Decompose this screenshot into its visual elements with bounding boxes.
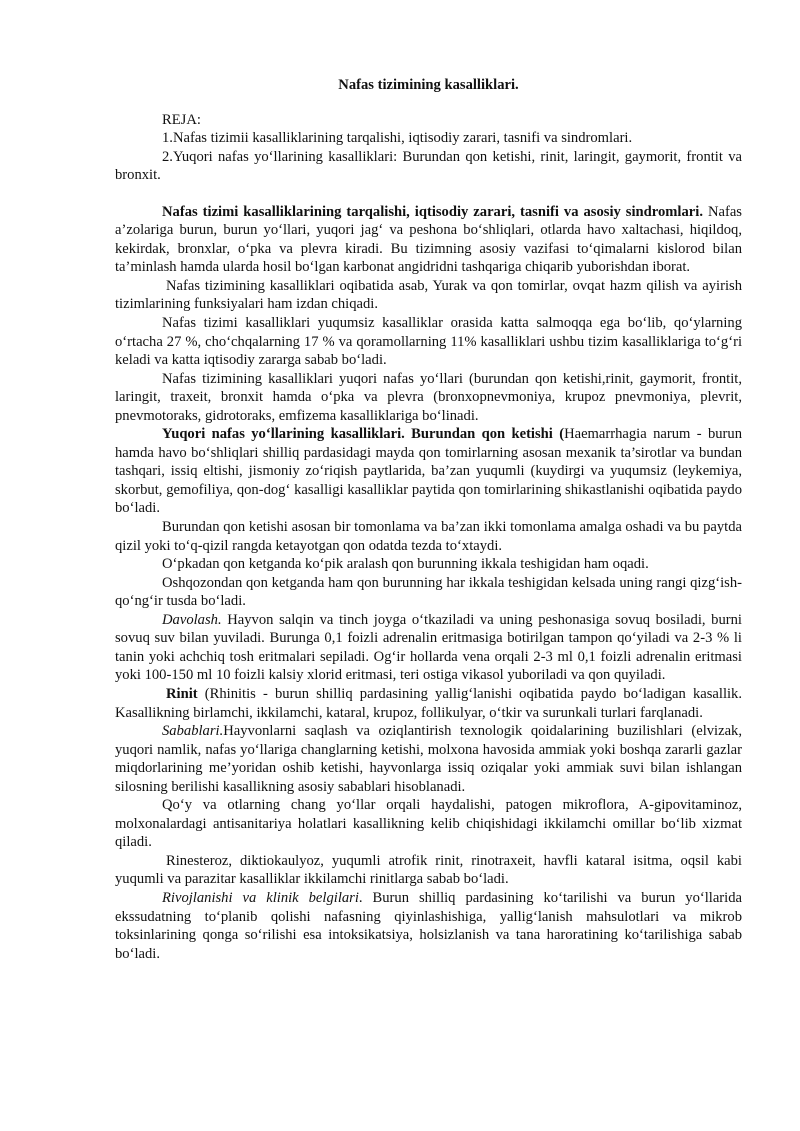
paragraph: Rinesteroz, diktiokaulyoz, yuqumli atrofik rinit, rinotraxeit, havfli kataral isitma, oqsil kabi yuqumli va parazitar kasalliklar ikkilamchi rinitlarga sabab bo‘ladi. — [115, 852, 742, 888]
section-heading: Rinit — [166, 685, 198, 702]
document-title: Nafas tizimining kasalliklari. — [338, 77, 519, 93]
paragraph-text: Hayvonlarni saqlash va oziqlantirish texnologik qoidalarining buzilishlari (elvizak, yuqori namlik, nafas yo‘llariga changlarning ketishi, molxona havosida ammiak yoki boshqa zararli gazlar miqdorlarining me’yoridan oshib ketishi, hayvonlarga issiq oziqalar yoki ammiak suvi bilan ishlangan silosning berilishi kasallikning asosiy sabablari hisoblanadi. — [115, 723, 742, 795]
paragraph — [115, 722, 742, 796]
spacer — [115, 185, 742, 203]
subsection-heading: Rivojlanishi va klinik belgilari — [162, 889, 359, 906]
paragraph — [115, 685, 742, 722]
paragraph — [115, 425, 742, 518]
paragraph: Nafas tizimi kasalliklari yuqumsiz kasalliklar orasida katta salmoqqa ega bo‘lib, qo‘ylarning o‘rtacha 27 %, cho‘chqalarning 17 % va qoramollarning 11% kasalliklari ushbu tizim kasalliklariga to‘g‘ri keladi va katta iqtisodiy zararga sabab bo‘ladi. — [115, 315, 742, 369]
section-heading: Yuqori nafas yo‘llarining kasalliklari. Burundan qon ketishi ( — [162, 426, 565, 443]
paragraph-text: . Burun shilliq pardasining ko‘tarilishi va burun yo‘llarida ekssudatning to‘planib qolishi nafasning qiyinlashishiga, yallig‘lanish mahsulotlari va mikrob toksinlarining qonga so‘rilishi esa intoksikatsiya, holsizlanish va tana haroratining ko‘tarilishiga sabab bo‘ladi. — [115, 889, 743, 962]
paragraph: Burundan qon ketishi asosan bir tomonlama va ba’zan ikki tomonlama amalga oshadi va bu paytda qizil yoki to‘q-qizil rangda ketayotgan qon odatda tezda to‘xtaydi. — [115, 519, 742, 554]
paragraph-text: (Rhinitis - burun shilliq pardasining yallig‘lanishi oqibatida paydo bo‘ladigan kasallik. Kasallikning birlamchi, ikkilamchi, kataral, krupoz, follikulyar, o‘tkir va surunkali turlari farqlanadi. — [115, 685, 742, 721]
paragraph: Oshqozondan qon ketganda ham qon burunning har ikkala teshigidan kelsada uning rangi qizg‘ish-qo‘ng‘ir tusda bo‘ladi. — [115, 574, 742, 610]
paragraph — [115, 889, 742, 963]
subsection-heading: Sabablari. — [162, 723, 224, 740]
paragraph-text: Hayvon salqin va tinch joyga o‘tkaziladi va uning peshonasiga sovuq bosiladi, burni sovuq suv bilan yuviladi. Burunga 0,1 foizli adrenalin eritmasiga botirilgan tampon qo‘yiladi va 2-3 % li tanin yoki achchiq tosh eritmalari sepiladi. Og‘ir hollarda vena orqali 2-3 ml 0,1 foizli adrenalin eritmasi yoki 100-150 ml 10 foizli kalsiy xlorid eritmasi, teri ostiga vikasol yuboriladi va qon quyiladi. — [115, 611, 742, 684]
paragraph-text: Haemarrhagia narum - burun hamda havo bo‘shliqlari shilliq pardasidagi mayda qon tomirlarning asosan mexanik ta’sirotlar va bundan tashqari, issiq eltishi, jismoniy zo‘riqish paytlarida, ba’zan yuqumli (kuydirgi va yuqumsiz (leykemiya, skorbut, gemofiliya, qon-dog‘ kasalligi kasalliklar paytida qon tomirlarining shikastlanishi oqibatida paydo bo‘ladi. — [115, 426, 742, 517]
paragraph-text: Nafas a’zolariga burun, burun yo‘llari, yuqori jag‘ va peshona bo‘shliqlari, otlarda havo xaltachasi, hiqildoq, kekirdak, bronxlar, o‘pka va plevra kiradi. Bu tizimning asosiy vazifasi to‘qimalarni kislorod bilan ta’minlash hamda ularda hosil bo‘lgan karbonat angidridni tashqariga chiqarib yuborishdan iborat. — [115, 203, 742, 276]
paragraph: Nafas tizimining kasalliklari yuqori nafas yo‘llari (burundan qon ketishi,rinit, gaymorit, frontit, laringit, traxeit, bronxit hamda o‘pka va plevra (bronxopnevmoniya, krupoz pnevmoniya, plevrit, pnevmotoraks, gidrotoraks, emfizema kasalliklariga bo‘linadi. — [115, 370, 742, 424]
plan-heading: REJA: — [162, 111, 201, 128]
paragraph — [115, 203, 742, 277]
paragraph: O‘pkadan qon ketganda ko‘pik aralash qon burunning ikkala teshigidan ham oqadi. — [162, 556, 649, 573]
plan-item: 2.Yuqori nafas yo‘llarining kasalliklari: Burundan qon ketishi, rinit, laringit, gaymorit, frontit va bronxit. — [115, 148, 742, 184]
paragraph — [115, 611, 742, 685]
subsection-heading: Davolash. — [162, 611, 222, 628]
paragraph: Qo‘y va otlarning chang yo‘llar orqali haydalishi, patogen mikroflora, A-gipovitaminoz, molxonalardagi antisanitariya holatlari kasallikning kelib chiqishidagi ikkilamchi omillar bo‘lib xizmat qiladi. — [115, 797, 742, 851]
paragraph: Nafas tizimining kasalliklari oqibatida asab, Yurak va qon tomirlar, ovqat hazm qilish va ayirish tizimlarining funksiyalari ham izdan chiqadi. — [115, 277, 742, 313]
section-heading: Nafas tizimi kasalliklarining tarqalishi, iqtisodiy zarari, tasnifi va asosiy sindromlari. — [162, 203, 703, 220]
plan-item: 1.Nafas tizimii kasalliklarining tarqalishi, iqtisodiy zarari, tasnifi va sindromlari. — [162, 130, 633, 147]
document-body — [115, 76, 742, 963]
